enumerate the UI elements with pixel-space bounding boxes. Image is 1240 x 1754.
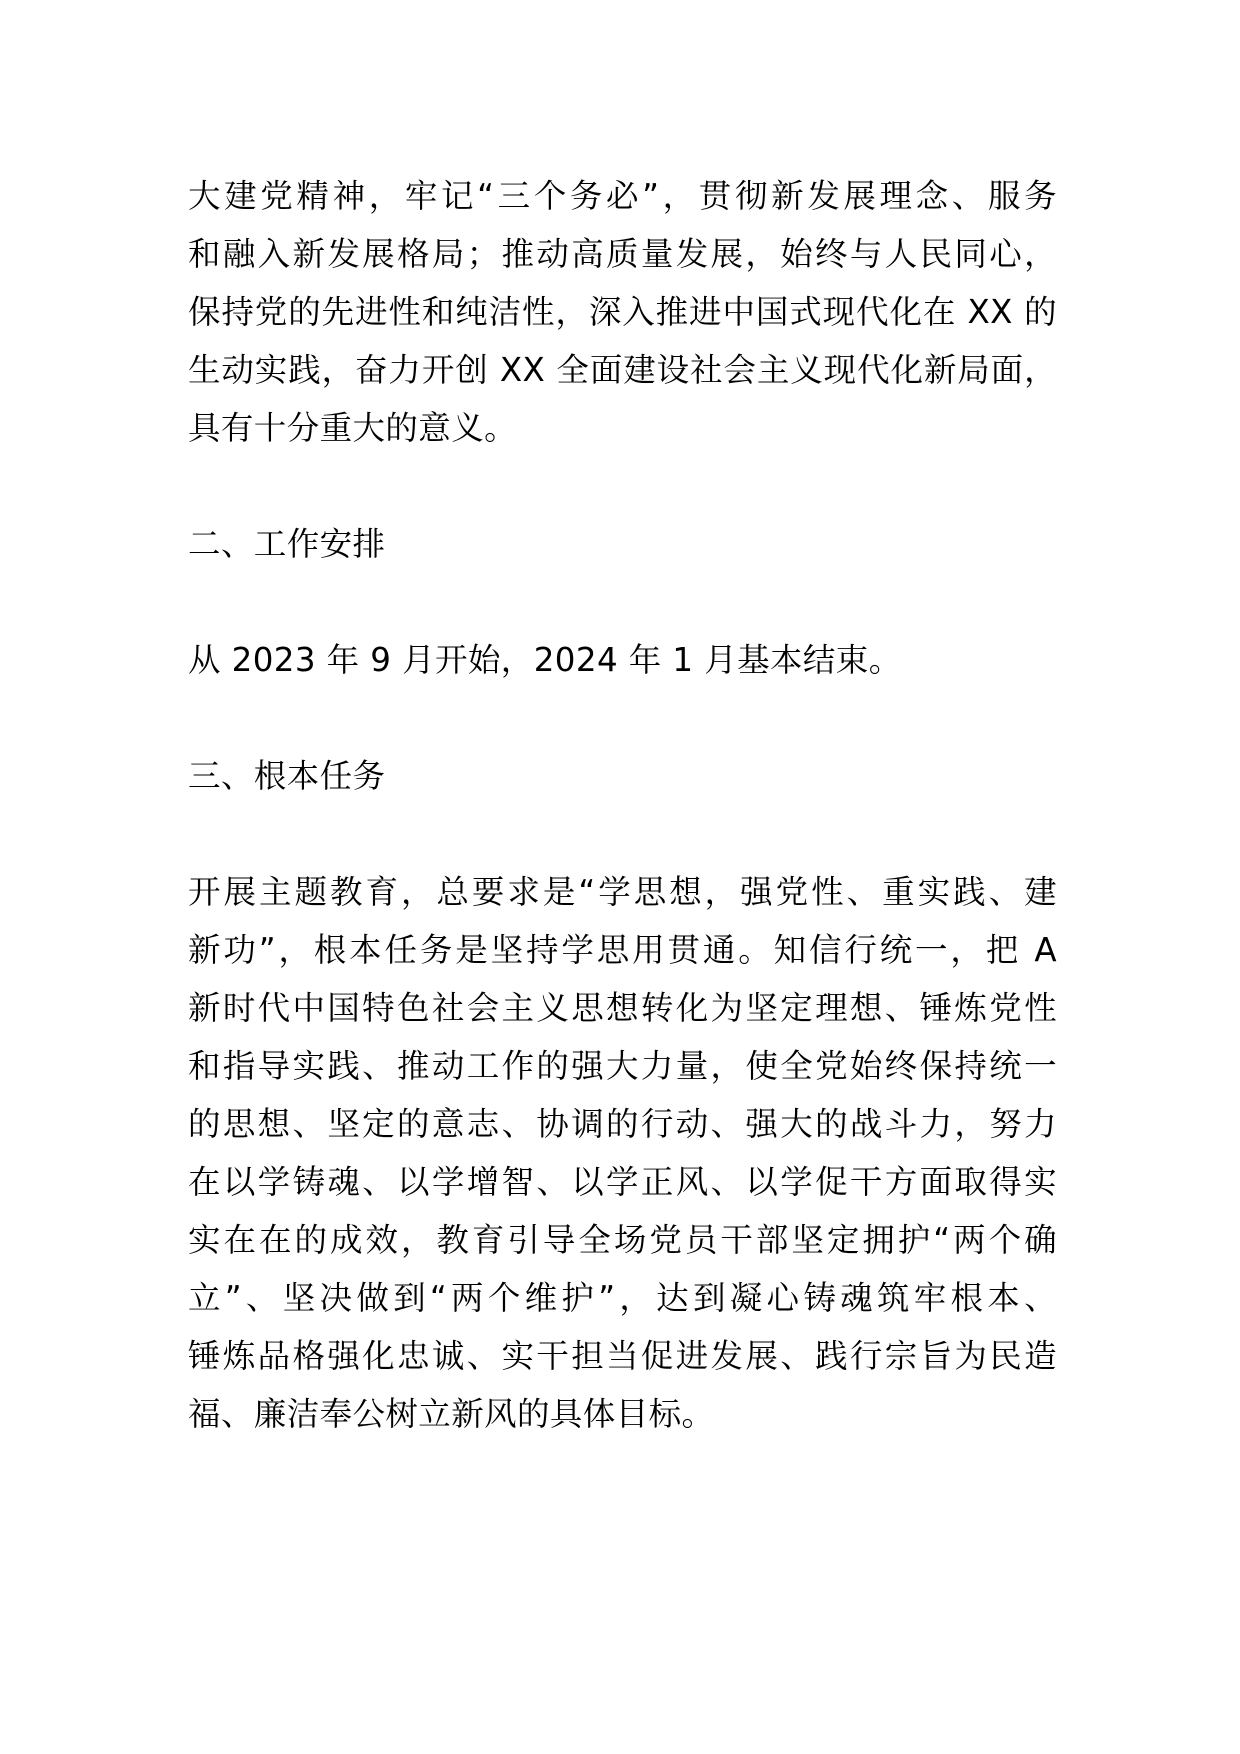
section-heading-fundamental-task: 三、根本任务	[188, 757, 386, 795]
paragraph-3-line-6: 在以学铸魂、以学增智、以学正风、以学促干方面取得实	[188, 1163, 1057, 1201]
paragraph-3-line-1: 开展主题教育，总要求是“学思想，强党性、重实践、建	[188, 873, 1057, 911]
paragraph-1-line-4: 生动实践，奋力开创 XX 全面建设社会主义现代化新局面，	[188, 351, 1057, 389]
paragraph-3-line-4: 和指导实践、推动工作的强大力量，使全党始终保持统一	[188, 1047, 1057, 1085]
paragraph-1-line-5: 具有十分重大的意义。	[188, 409, 518, 447]
section-heading-work-arrangement: 二、工作安排	[188, 525, 386, 563]
paragraph-3-line-3: 新时代中国特色社会主义思想转化为坚定理想、锤炼党性	[188, 989, 1057, 1027]
paragraph-3-line-5: 的思想、坚定的意志、协调的行动、强大的战斗力，努力	[188, 1105, 1057, 1143]
paragraph-3-line-10: 福、廉洁奉公树立新风的具体目标。	[188, 1395, 715, 1433]
paragraph-1-line-2: 和融入新发展格局；推动高质量发展，始终与人民同心，	[188, 235, 1057, 273]
paragraph-3-line-9: 锤炼品格强化忠诚、实干担当促进发展、践行宗旨为民造	[188, 1337, 1057, 1375]
paragraph-3-line-2: 新功”，根本任务是坚持学思用贯通。知信行统一，把 A	[188, 931, 1057, 969]
paragraph-1-line-1: 大建党精神，牢记“三个务必”，贯彻新发展理念、服务	[188, 177, 1057, 215]
paragraph-3-line-8: 立”、坚决做到“两个维护”，达到凝心铸魂筑牢根本、	[188, 1279, 1057, 1317]
paragraph-3-line-7: 实在在的成效，教育引导全场党员干部坚定拥护“两个确	[188, 1221, 1057, 1259]
schedule-paragraph: 从 2023 年 9 月开始，2024 年 1 月基本结束。	[188, 641, 902, 679]
paragraph-1-line-3: 保持党的先进性和纯洁性，深入推进中国式现代化在 XX 的	[188, 293, 1057, 331]
